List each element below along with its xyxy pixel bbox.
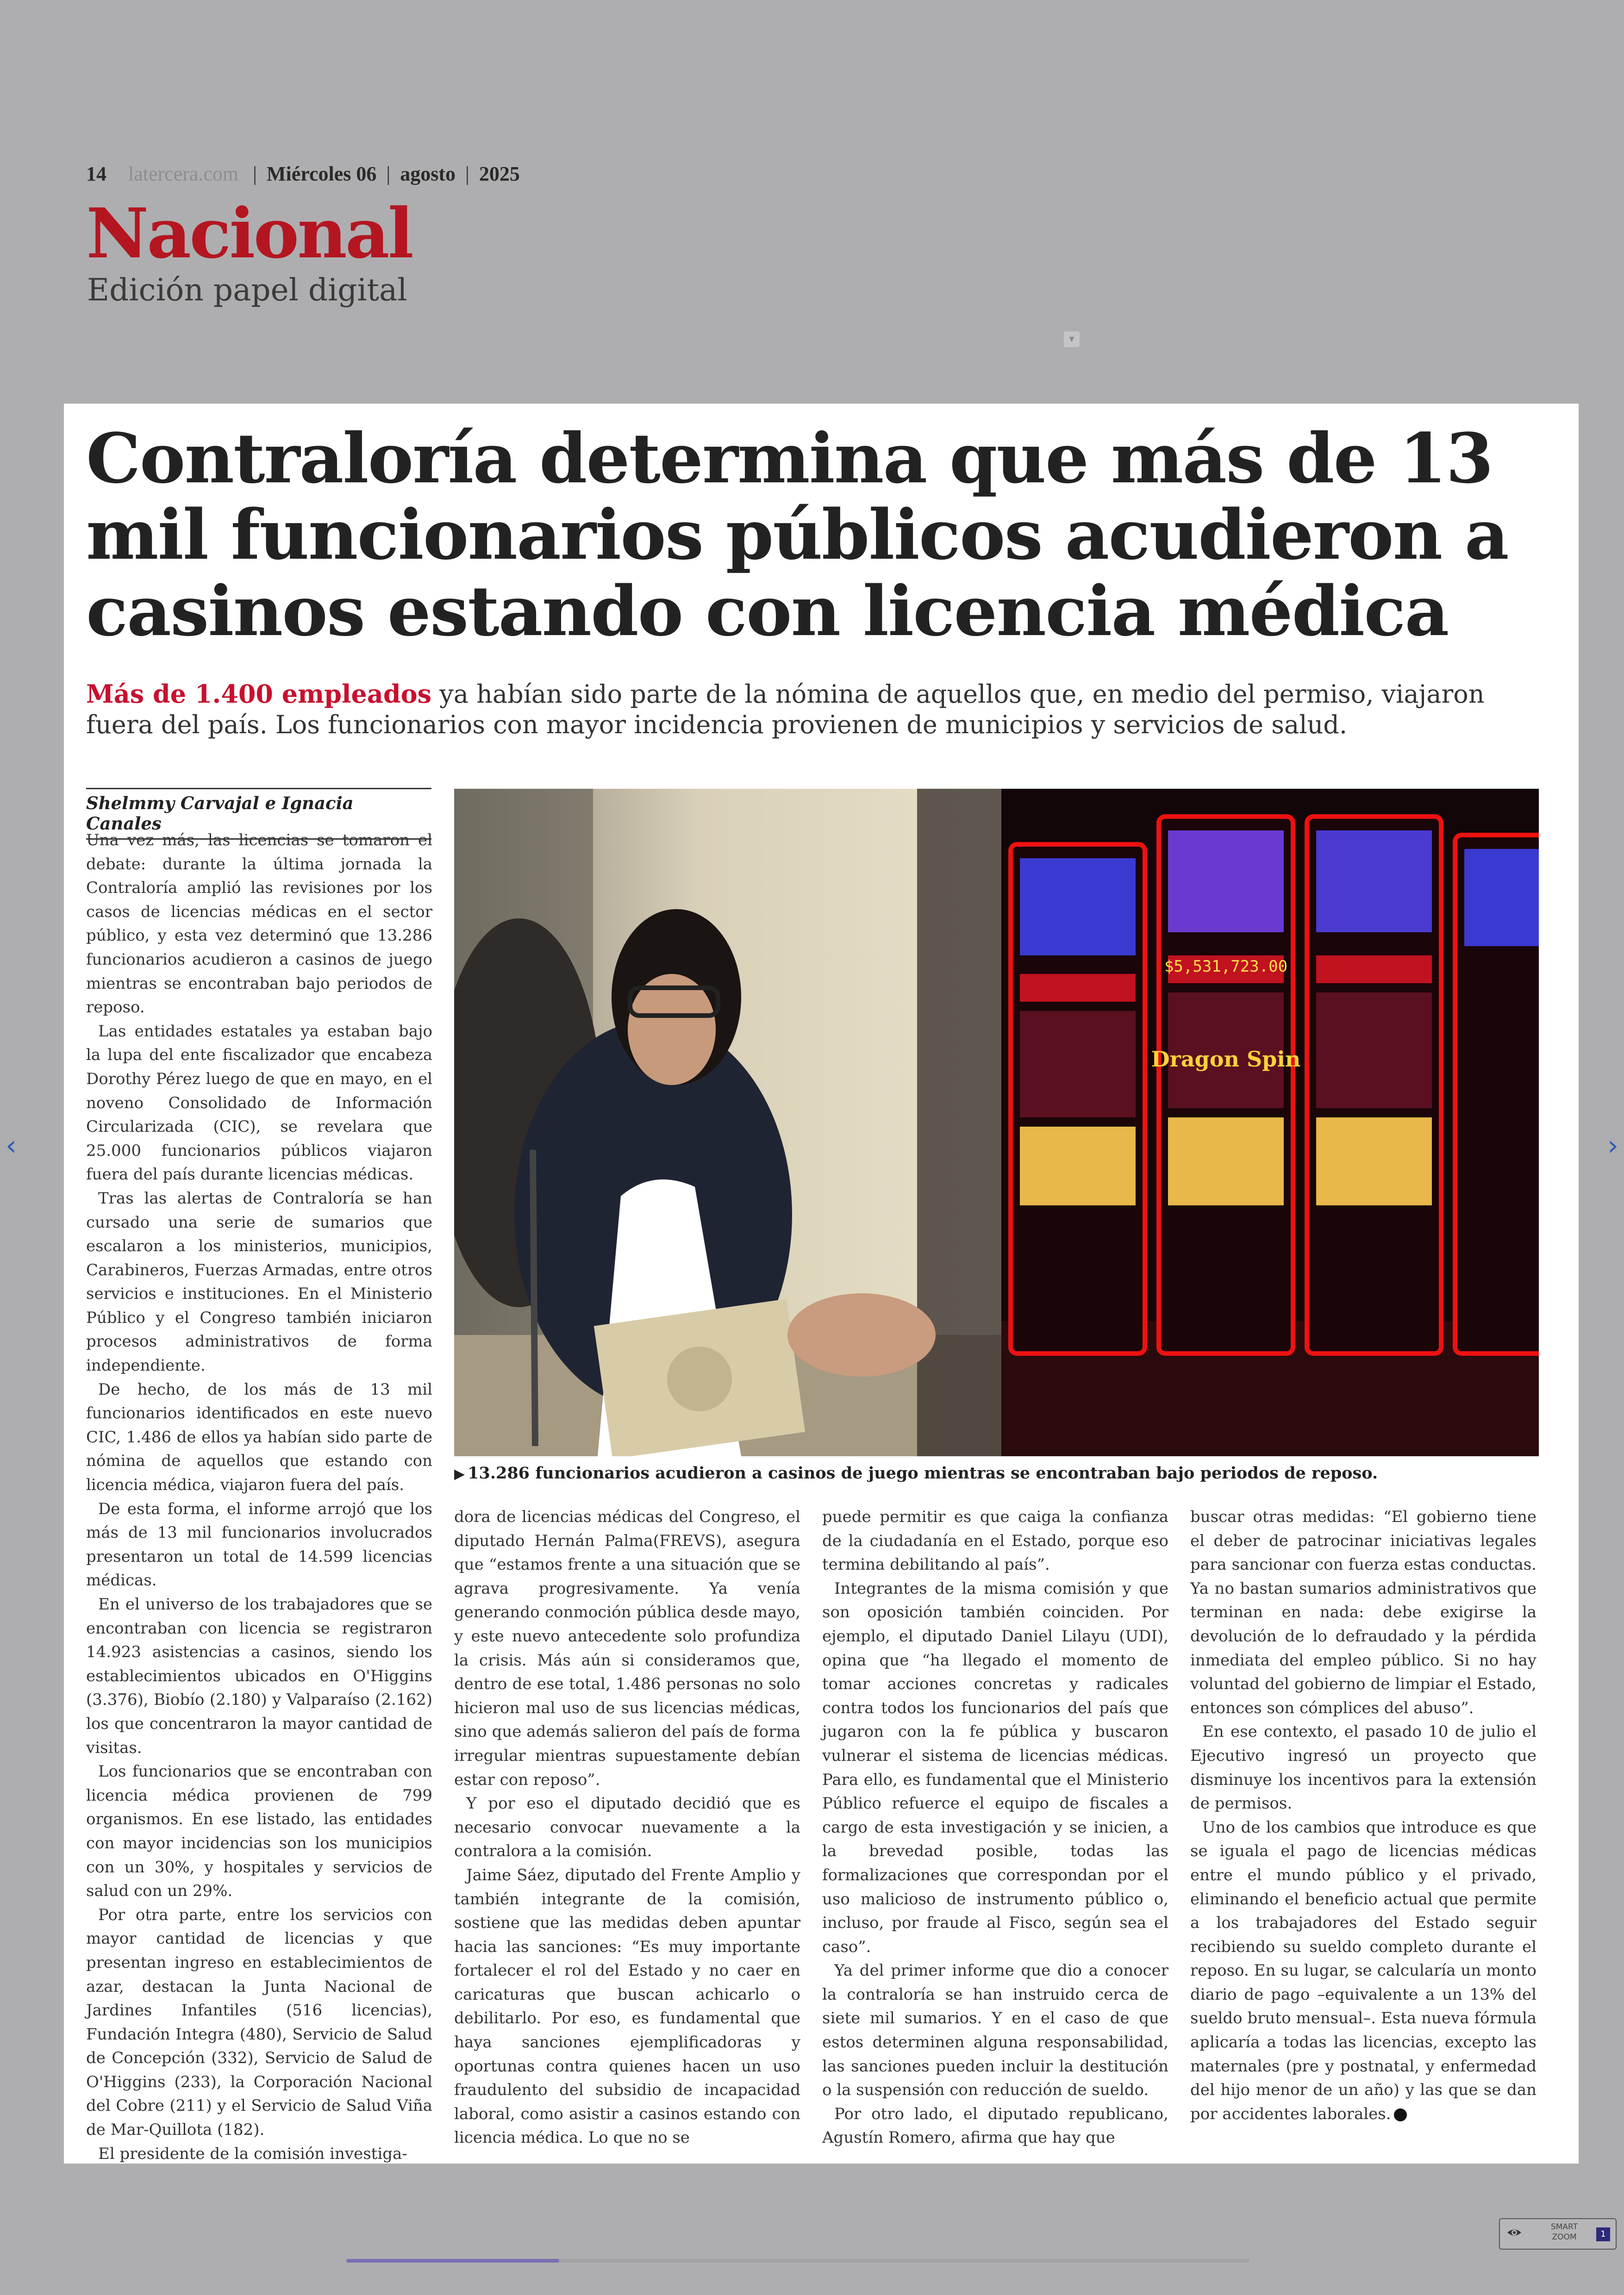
paragraph: Integrantes de la misma comisión y que son oposición también coinciden. Por ejemplo, el diputado Daniel Lilayu (UDI), opina que “ha llegado el momento de tomar acciones concretas y radicales contra todos los funcionarios del país que jugaron con la fe pública y buscaron vulnerar el sistema de licencias médicas. Para ello, es fundamental que el Ministerio Público refuerce el equipo de fiscales a cargo de esta investigación y se inicien, a la brevedad posible, todas las formalizaciones que correspondan por el uso malicioso de instrumento público o, incluso, por fraude al Fisco, según sea el caso”. (822, 1579, 1168, 1956)
paragraph: El presidente de la comisión investiga- (98, 2144, 407, 2163)
page-scroll-thumb[interactable] (346, 2259, 559, 2263)
paragraph: Uno de los cambios que introduce es que se iguala el pago de licencias médicas entre el mundo público y el privado, eliminando el beneficio actual que permite a los trabajadores del Estado seguir recibiendo su sueldo completo durante el reposo. En su lugar, se calcularía un monto diario de pago –equivalente a un 13% del sueldo bruto mensual–. Esta nueva fórmula aplicaría a todas las licencias, excepto las maternales (pre y postnatal, y enfermedad del hijo menor de un año) y las que se dan por accidentes laborales. (1190, 1818, 1537, 2123)
byline: Shelmmy Carvajal e Ignacia Canales (86, 788, 431, 840)
paragraph: puede permitir es que caiga la confianza de la ciudadanía en el Estado, porque eso termina debilitando al país”. (822, 1508, 1168, 1574)
smart-zoom-button[interactable] (1499, 2218, 1617, 2250)
article-column-4 (1190, 1505, 1537, 2126)
deck-text: ya habían sido parte de la nómina de aquellos que, en medio del permiso, viajaron fuera del país. Los funcionarios con mayor incidencia provienen de municipios y servicios de salud. (86, 680, 1485, 739)
deck-lead: Más de 1.400 empleados (86, 679, 432, 709)
article-column-3 (822, 1505, 1168, 2150)
photo-commission-speaker (454, 789, 1001, 1456)
page-number: 14 (86, 162, 106, 185)
page-badge: 1 (1596, 2227, 1610, 2241)
paragraph: En ese contexto, el pasado 10 de julio el Ejecutivo ingresó un proyecto que disminuye los incentivos para la extensión de permisos. (1190, 1722, 1537, 1813)
newspaper-page (64, 404, 1579, 2164)
article-headline: Contraloría determina que más de 13 mil funcionarios públicos acudieron a casinos estando con licencia médica (86, 418, 1508, 651)
article-column-1 (86, 829, 432, 2166)
paragraph: De esta forma, el informe arrojó que los más de 13 mil funcionarios involucrados presentaron un total de 14.599 licencias médicas. (86, 1499, 432, 1590)
paragraph: Las entidades estatales ya estaban bajo la lupa del ente fiscalizador que encabeza Dorothy Pérez luego de que en mayo, en el noveno Consolidado de Información Circularizada (CIC), se revelara que 25.000 funcionarios públicos viajaron fuera del país durante licencias médicas. (86, 1022, 432, 1184)
paragraph: buscar otras medidas: “El gobierno tiene el deber de patrocinar iniciativas legales para sancionar con fuerza estas conductas. Ya no bastan sumarios administrativos que terminan en nada: debe exigirse la devolución de lo defraudado y la pérdida inmediata del empleo público. Si no hay voluntad del gobierno de limpiar el Estado, entonces son cómplices del abuso”. (1190, 1508, 1537, 1717)
photo-slot-machines (1001, 789, 1539, 1456)
paragraph: dora de licencias médicas del Congreso, el diputado Hernán Palma(FREVS), asegura que “estamos frente a una situación que se agrava progresivamente. Ya venía generando conmoción pública desde mayo, y este nuevo antecedente solo profundiza la crisis. Más aún si consideramos que, dentro de ese total, 1.486 personas no solo hicieron mal uso de sus licencias médicas, sino que además salieron del país de forma irregular mientras supuestamente debían estar con reposo”. (454, 1508, 800, 1789)
paragraph: Los funcionarios que se encontraban con licencia médica provienen de 799 organismos. En ese listado, las entidades con mayor incidencias son los municipios con un 30%, y hospitales y servicios de salud con un 29%. (86, 1762, 432, 1901)
paragraph: Jaime Sáez, diputado del Frente Amplio y también integrante de la comisión, sostiene que las medidas deben apuntar hacia las sanciones: “Es muy importante fortalecer el rol del Estado y no caer en caricaturas que buscan achicarlo o debilitarlo. Por eso, es fundamental que haya sanciones ejemplificadoras y oportunas contra quienes hacen un uso fraudulento del subsidio de incapacidad laboral, como asistir a casinos estando con licencia médica. Lo que no se (454, 1865, 800, 2147)
article-deck (86, 679, 1498, 740)
paragraph: Por otro lado, el diputado republicano, Agustín Romero, afirma que hay que (822, 2104, 1168, 2147)
article-column-2 (454, 1505, 800, 2150)
article-photo (454, 789, 1539, 1456)
page-marker-icon[interactable]: ▾ (1064, 331, 1080, 347)
chevron-right-icon[interactable]: › (1607, 1129, 1618, 1162)
issue-year: 2025 (479, 162, 520, 185)
paragraph: Ya del primer informe que dio a conocer la contraloría se han instruido cerca de siete mil sumarios. Y en el caso de que estos determinen alguna responsabilidad, las sanciones pueden incluir la destitución o la suspensión con reducción de sueldo. (822, 1961, 1168, 2100)
chevron-left-icon[interactable]: ‹ (6, 1129, 17, 1162)
paragraph: En el universo de los trabajadores que se encontraban con licencia se registraron 14.923 asistencias a casinos, siendo los establecimientos ubicados en O'Higgins (3.376), Biobío (2.180) y Valparaíso (2.162) los que concentraron la mayor cantidad de visitas. (86, 1595, 432, 1757)
paragraph: De hecho, de los más de 13 mil funcionarios identificados en este nuevo CIC, 1.486 de ellos ya habían sido parte de nómina de aquellos que estando con licencia médica, viajaron fuera del país. (86, 1380, 432, 1495)
paragraph: Una vez más, las licencias se tomaron el debate: durante la última jornada la Contraloría amplió las revisiones por los casos de licencias médicas en el sector público, y esta vez determinó que 13.286 funcionarios acudieron a casinos de juego mientras se encontraban bajo periodos de reposo. (86, 831, 432, 1017)
caption-arrow-icon: ▶ (454, 1466, 465, 1482)
slot-brand-label: Dragon Spin (1151, 1047, 1301, 1072)
issue-day: Miércoles 06 (266, 162, 377, 185)
eye-icon (1506, 2225, 1522, 2240)
edition-label: Edición papel digital (87, 272, 407, 308)
issue-month: agosto (400, 162, 456, 185)
paragraph: Y por eso el diputado decidió que es necesario convocar nuevamente a la contralora a la comisión. (454, 1794, 800, 1861)
section-title: Nacional (86, 193, 412, 274)
page-meta: 14 latercera.com | Miércoles 06 | agosto | 2025 (86, 162, 520, 185)
smart-zoom-label: SMART ZOOM (1550, 2222, 1578, 2242)
site-name: latercera.com (128, 162, 239, 185)
slot-jackpot-label: $5,531,723.00 (1164, 957, 1288, 976)
paragraph: Tras las alertas de Contraloría se han cursado una serie de sumarios que escalaron a los ministerios, municipios, Carabineros, Fuerzas Armadas, entre otros servicios e instituciones. En el Ministerio Público y el Congreso también iniciaron procesos administrativos de forma independiente. (86, 1189, 432, 1375)
end-mark-icon (1394, 2108, 1407, 2121)
photo-caption: ▶ 13.286 funcionarios acudieron a casinos de juego mientras se encontraban bajo periodos de reposo. (454, 1464, 1378, 1483)
paragraph: Por otra parte, entre los servicios con mayor cantidad de licencias y que presentan ingreso en establecimientos de azar, destacan la Junta Nacional de Jardines Infantiles (516 licencias), Fundación Integra (480), Servicio de Salud de Concepción (332), Servicio de Salud de O'Higgins (233), la Corporación Nacional del Cobre (211) y el Servicio de Salud Viña de Mar-Quillota (182). (86, 1905, 432, 2139)
